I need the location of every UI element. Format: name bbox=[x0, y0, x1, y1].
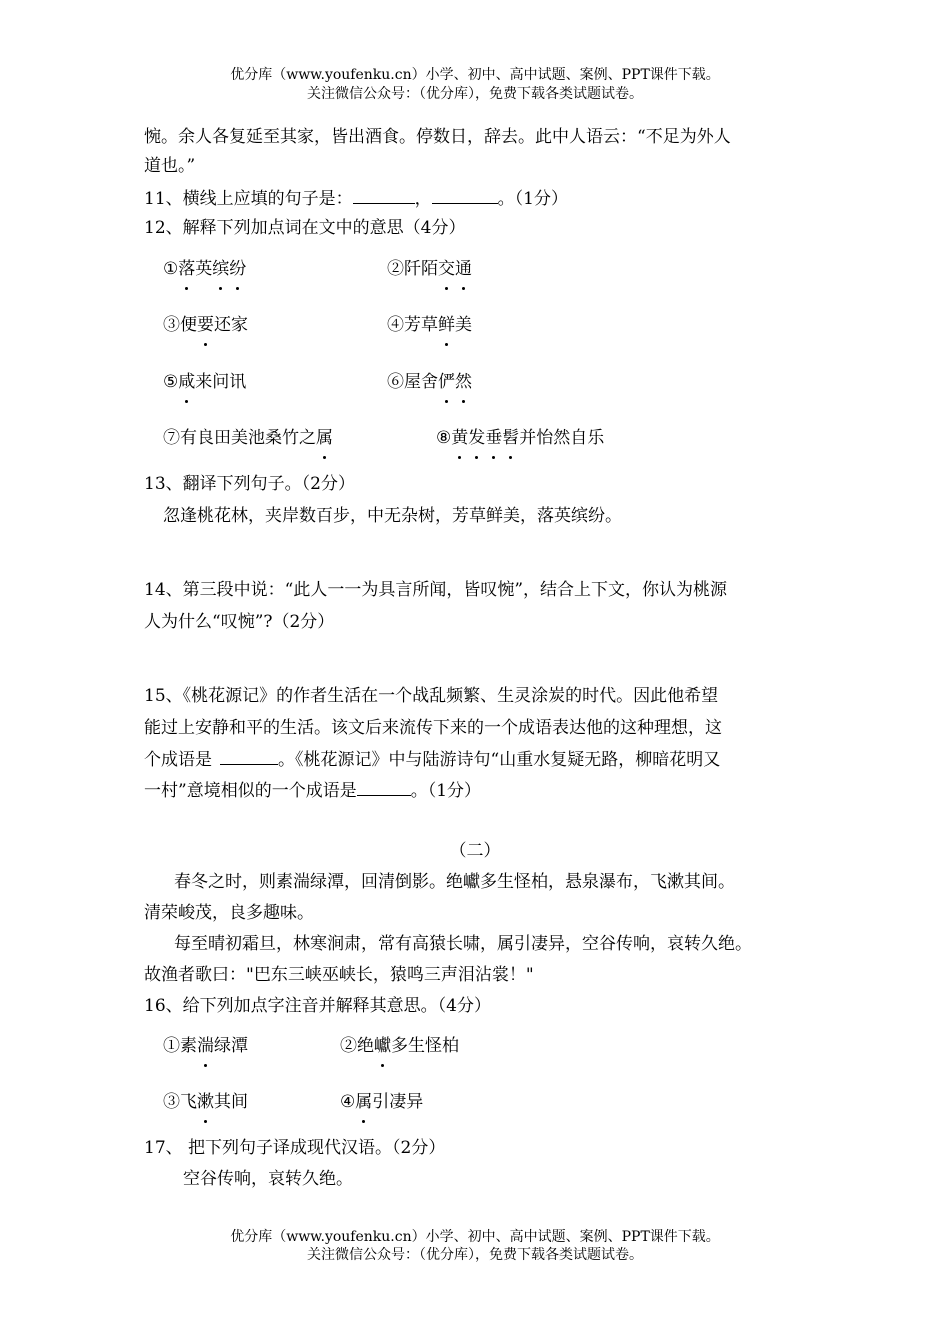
q11-sep: ， bbox=[414, 189, 432, 209]
q11-end: 。（1分） bbox=[497, 189, 568, 209]
section-2-p2-line-2: 故渔者歌曰："巴东三峡巫峡长，猿鸣三声泪沾裳！" bbox=[144, 965, 534, 985]
passage-line-2: 道也。” bbox=[144, 156, 196, 176]
footer-line-2: 关注微信公众号：（优分库），免费下载各类试题试卷。 bbox=[307, 1247, 643, 1263]
section-2-p1-line-2: 清荣峻茂，良多趣味。 bbox=[144, 903, 314, 923]
q12-item-2: ②阡陌交通 bbox=[387, 259, 472, 279]
q16-item-4: ④属引凄异 bbox=[340, 1092, 424, 1112]
question-15-line-4: 一村”意境相似的一个成语是 。（1分） bbox=[144, 781, 482, 801]
q12-item-1: ①落英缤纷 bbox=[163, 259, 247, 279]
section-2-p1-line-1: 春冬之时，则素湍绿潭，回清倒影。绝巘多生怪柏，悬泉瀑布，飞漱其间。 bbox=[174, 872, 735, 892]
q11-prompt: 11、横线上应填的句子是： bbox=[144, 189, 353, 209]
question-16-title: 16、给下列加点字注音并解释其意思。（4分） bbox=[144, 996, 491, 1016]
question-15-line-1: 15、《桃花源记》的作者生活在一个战乱频繁、生灵涂炭的时代。因此他希望 bbox=[144, 686, 719, 706]
question-15-line-3: 个成语是 。《桃花源记》中与陆游诗句“山重水复疑无路，柳暗花明又 bbox=[144, 750, 721, 770]
section-2-title: （二） bbox=[449, 841, 501, 861]
q16-item-2: ②绝巘多生怪柏 bbox=[340, 1036, 459, 1056]
q12-item-3: ③便要还家 bbox=[163, 315, 248, 335]
section-2-p2-line-1: 每至晴初霜旦，林寒涧肃，常有高猿长啸，属引凄异，空谷传响，哀转久绝。 bbox=[174, 934, 752, 954]
q11-blank-2[interactable] bbox=[432, 187, 498, 204]
q12-item-5: ⑤咸来问讯 bbox=[163, 372, 247, 392]
q12-item-8: ⑧黄发垂髫并怡然自乐 bbox=[436, 428, 605, 448]
q16-item-3: ③飞漱其间 bbox=[163, 1092, 248, 1112]
q12-item-4: ④芳草鲜美 bbox=[387, 315, 472, 335]
passage-line-1: 惋。余人各复延至其家，皆出酒食。停数日，辞去。此中人语云：“不足为外人 bbox=[144, 127, 731, 147]
q15-blank-2[interactable] bbox=[357, 779, 411, 796]
q12-item-7: ⑦有良田美池桑竹之属 bbox=[163, 428, 333, 448]
question-14-line-1: 14、第三段中说：“此人一一为具言所闻，皆叹惋”，结合上下文，你认为桃源 bbox=[144, 580, 728, 600]
question-12-title: 12、解释下列加点词在文中的意思（4分） bbox=[144, 218, 466, 238]
q11-blank-1[interactable] bbox=[353, 187, 415, 204]
question-11 bbox=[144, 187, 568, 210]
footer-line-1: 优分库（www.youfenku.cn）小学、初中、高中试题、案例、PPT课件下载。 bbox=[230, 1229, 720, 1245]
question-17-title: 17、 把下列句子译成现代汉语。（2分） bbox=[144, 1138, 446, 1158]
q13-sentence: 忽逢桃花林，夹岸数百步，中无杂树，芳草鲜美，落英缤纷。 bbox=[163, 506, 622, 526]
header-line-2: 关注微信公众号：（优分库），免费下载各类试题试卷。 bbox=[307, 86, 643, 102]
question-13-title: 13、翻译下列句子。（2分） bbox=[144, 474, 355, 494]
question-14-line-2: 人为什么“叹惋”?（2分） bbox=[144, 612, 335, 632]
q15-blank-1[interactable] bbox=[220, 748, 278, 765]
q12-item-6: ⑥屋舍俨然 bbox=[387, 372, 472, 392]
q16-item-1: ①素湍绿潭 bbox=[163, 1036, 248, 1056]
header-line-1: 优分库（www.youfenku.cn）小学、初中、高中试题、案例、PPT课件下载。 bbox=[230, 67, 720, 83]
q17-sentence: 空谷传响，哀转久绝。 bbox=[183, 1169, 353, 1189]
question-15-line-2: 能过上安静和平的生活。该文后来流传下来的一个成语表达他的这种理想，这 bbox=[144, 718, 722, 738]
